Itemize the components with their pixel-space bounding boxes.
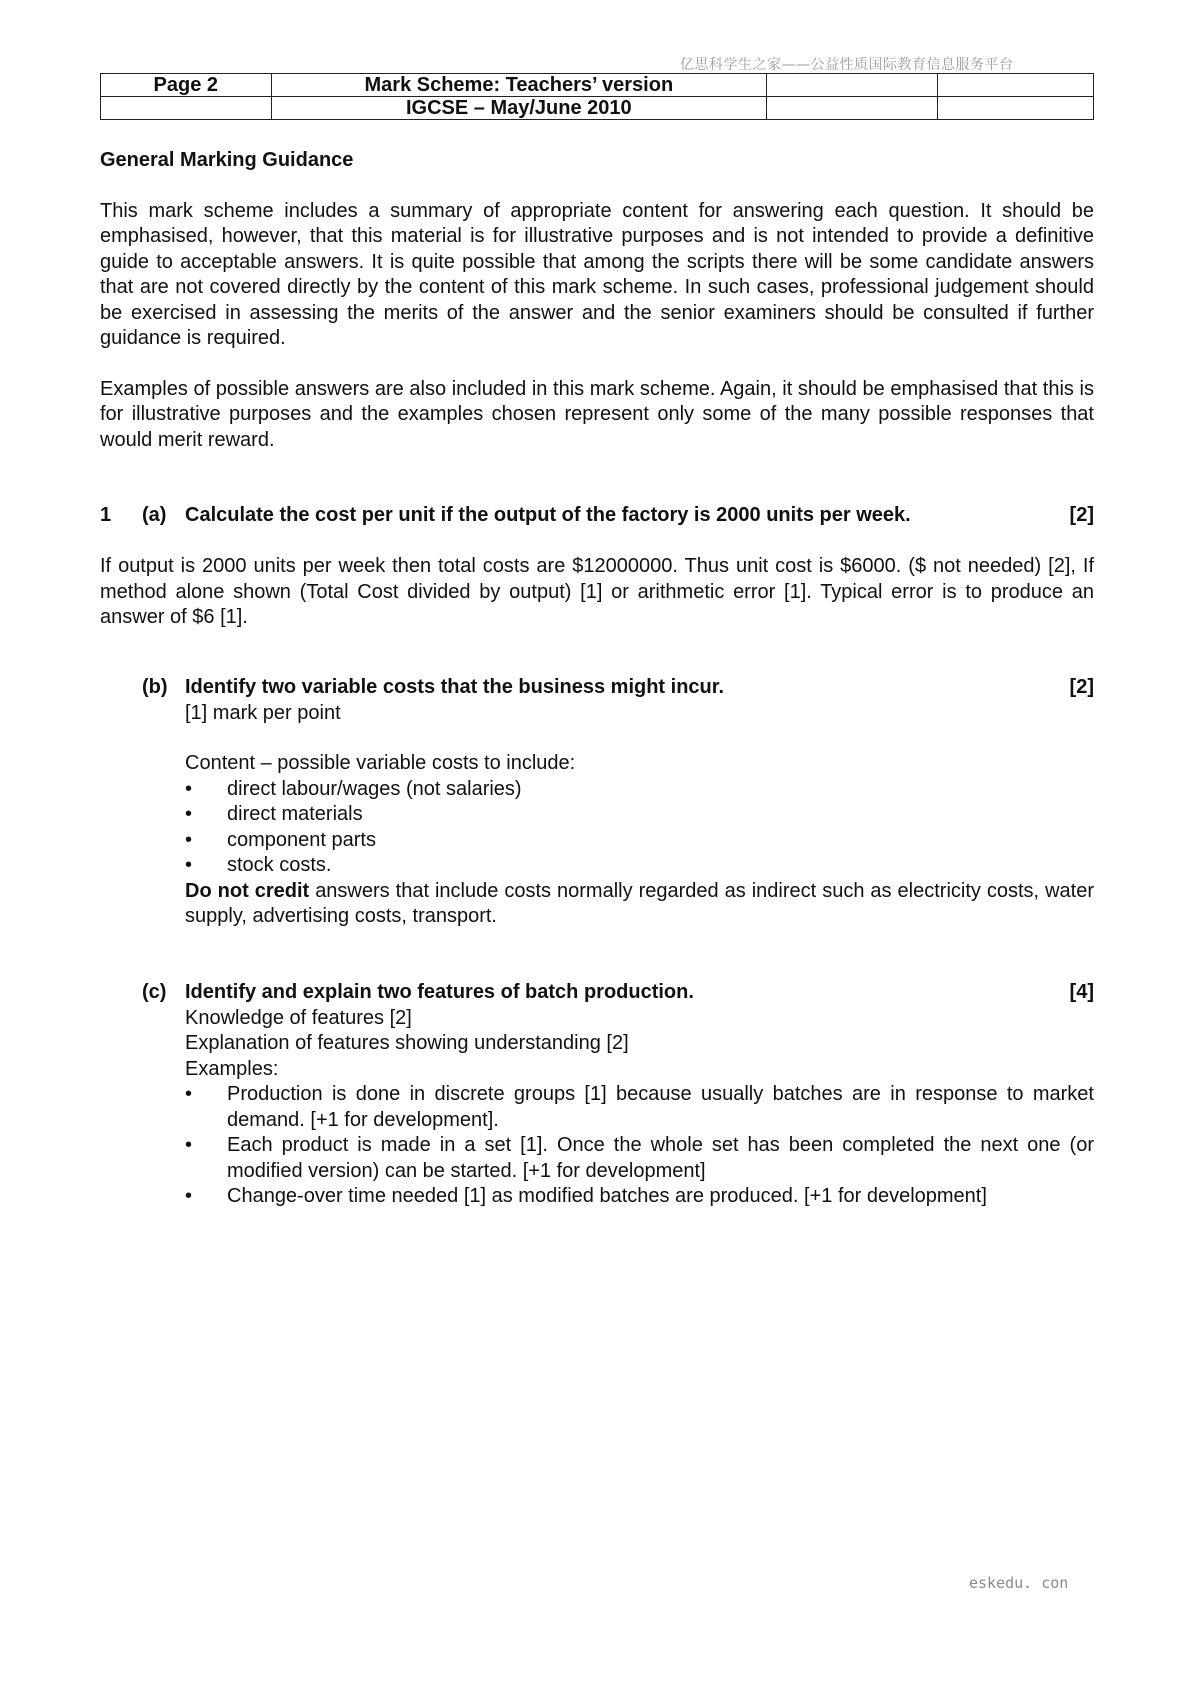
question-text: Identify and explain two features of batch production.: [185, 980, 694, 1003]
list-item: • Production is done in discrete groups [1] because usually batches are in response to market demand. [+1 for development].: [185, 1082, 1094, 1133]
guidance-paragraph: This mark scheme includes a summary of appropriate content for answering each question. It should be emphasised, however, that this material is for illustrative purposes and is not intended to provide a definitive guide to acceptable answers. It is quite possible that among the scripts there will be some candidate answers that are not covered directly by the content of this mark scheme. In such cases, professional judgement should be exercised in assessing the merits of the answer and the senior examiners should be consulted if further guidance is required.: [100, 199, 1094, 349]
question-part-label: (b): [142, 675, 168, 698]
question-text: Identify two variable costs that the business might incur.: [185, 675, 724, 698]
question-part-label: (c): [142, 980, 167, 1003]
mark-note: Explanation of features showing understanding [2]: [185, 1032, 629, 1054]
header-empty-cell: [937, 74, 1093, 97]
watermark-text: 亿思科学生之家——公益性质国际教育信息服务平台: [680, 57, 1014, 73]
question-marks: [2]: [1069, 675, 1094, 698]
question-row-1a: [100, 503, 1094, 529]
question-part-label: (a): [142, 504, 167, 526]
header-empty-cell: [937, 97, 1093, 120]
header-empty-cell: [767, 97, 937, 120]
question-marks: [2]: [1069, 504, 1094, 526]
question-row-1c: [100, 980, 1094, 1006]
page-header-table: [100, 73, 1094, 120]
question-text: Calculate the cost per unit if the output of the factory is 2000 units per week.: [185, 504, 911, 526]
header-empty-cell: [101, 97, 272, 120]
document-subtitle: IGCSE – May/June 2010: [271, 97, 767, 120]
content-intro: Content – possible variable costs to include:: [185, 752, 576, 774]
answer-text: If output is 2000 units per week then total costs are $12000000. Thus unit cost is $6000. ($ not needed) [2], If method alone shown (Total Cost divided by output) [1] or arithmetic error [1]. Typical error is to produce an answer of $6 [1].: [100, 555, 1094, 628]
list-item: • component parts: [185, 828, 1094, 854]
question-marks: [4]: [1069, 980, 1094, 1003]
guidance-paragraph: Examples of possible answers are also included in this mark scheme. Again, it should be emphasised that this is for illustrative purposes and the examples chosen represent only some of the many possible responses that would merit reward.: [100, 377, 1094, 451]
document-body: [100, 148, 1094, 1210]
question-row-1b: [100, 675, 1094, 701]
credit-note-bold: Do not credit: [185, 879, 310, 902]
document-title: Mark Scheme: Teachers’ version: [271, 74, 767, 97]
mark-note: Knowledge of features [2]: [185, 1006, 412, 1029]
credit-note: [185, 879, 1094, 930]
examples-label: Examples:: [185, 1057, 279, 1080]
footer-watermark: eskedu. con: [969, 1574, 1069, 1592]
page-number: Page 2: [101, 74, 272, 97]
variable-costs-list: [185, 777, 1094, 879]
list-item: • Change-over time needed [1] as modified batches are produced. [+1 for development]: [185, 1184, 1094, 1210]
batch-features-list: [185, 1082, 1094, 1210]
mark-note: [1] mark per point: [185, 701, 341, 724]
list-item: • stock costs.: [185, 853, 1094, 879]
question-number: 1: [100, 504, 112, 526]
credit-note-text: answers that include costs normally regarded as indirect such as electricity costs, water supply, advertising costs, transport.: [185, 879, 1095, 927]
list-item: • Each product is made in a set [1]. Once the whole set has been completed the next one (or modified version) can be started. [+1 for development]: [185, 1133, 1094, 1184]
list-item: • direct labour/wages (not salaries): [185, 777, 1094, 803]
guidance-heading: General Marking Guidance: [100, 149, 354, 171]
list-item: • direct materials: [185, 802, 1094, 828]
header-empty-cell: [767, 74, 937, 97]
